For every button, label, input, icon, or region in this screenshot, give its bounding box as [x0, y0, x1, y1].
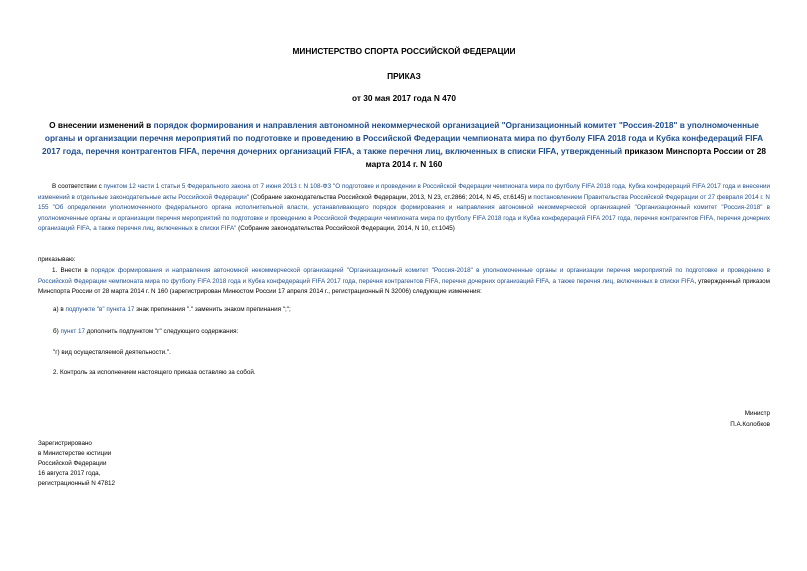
item-2-paragraph: 2. Контроль за исполнением настоящего приказа оставляю за собой. [53, 369, 256, 376]
point-17-link[interactable]: пункт 17 [60, 328, 85, 335]
subitem-a-text: а) в [53, 306, 66, 313]
item-1-text-2: , утвержденный приказом Минспорта России от 28 марта 2014 г. N 160 (зарегистрирован Минюстом России 17 апреля 2014 г., регистрационный N 32006) следующие изменения: [38, 277, 770, 295]
preamble-text-2: (Собрание законодательства Российской Федерации, 2013, N 23, ст.2866; 2014, N 45, ст.6145) и [248, 193, 534, 201]
registration-line: Зарегистрировано [38, 440, 92, 447]
signature-block [730, 409, 770, 430]
title-text-end: приказом Минспорта России от 28 марта 2014 г. N 160 [365, 146, 766, 169]
signatory-name: П.А.Колобков [730, 420, 770, 428]
subitem-b [53, 328, 238, 335]
preamble-text-3: (Собрание законодательства Российской Федерации, 2014, N 10, ст.1045) [236, 225, 455, 232]
registration-block [38, 439, 115, 489]
procedure-link[interactable]: порядок формирования и направления автономной некоммерческой организацией "Организационный комитет "Россия-2018" в уполномоченные органы и организации перечня мероприятий по подготовке и проведению в Российской Федерации чемпионата мира по футболу FIFA 2018 года и Кубка конфедераций FIFA 2017 года, перечня контрагентов FIFA, перечня дочерних организаций FIFA, а также перечня лиц, включенных в списки FIFA [38, 267, 770, 285]
government-decree-link[interactable]: постановлением Правительства Российской Федерации от 27 февраля 2014 г. N 155 "Об определении уполномоченного федерального органа исполнительной власти, устанавливающего порядок формирования и направления автономной некоммерческой организацией "Организационный комитет "Россия-2018" в уполномоченные органы и организации перечня мероприятий по подготовке и проведению в Российской Федерации чемпионата мира по футболу FIFA 2018 года и Кубка конфедераций FIFA 2017 года, перечня контрагентов FIFA, перечня дочерних организаций FIFA, а также перечня лиц, включенных в списки FIFA" [38, 193, 770, 232]
prikazyvayu: приказываю: [38, 256, 76, 263]
subitem-a [53, 306, 291, 313]
subitem-g-text: "г) вид осуществляемой деятельности.". [53, 349, 171, 356]
title-text: О внесении изменений в [49, 120, 154, 130]
registration-date: 16 августа 2017 года, [38, 470, 101, 477]
subitem-b-text-2: дополнить подпунктом "г" следующего содержания: [84, 328, 239, 335]
preamble-text: В соответствии с [52, 183, 104, 190]
order-title [38, 119, 770, 171]
subpoint-v-link[interactable]: подпункте "в" пункта 17 [65, 306, 135, 313]
subitem-b-text: б) [53, 328, 61, 335]
title-procedure-link[interactable]: порядок формирования и направления автономной некоммерческой организацией "Организационный комитет "Россия-2018" в уполномоченные органы и организации перечня мероприятий по подготовке и проведению в Российской Федерации чемпионата мира по футболу FIFA 2018 года и Кубка конфедераций FIFA 2017 года, перечня контрагентов FIFA, перечня дочерних организаций FIFA, а также перечня лиц, включенных в списки FIFA, утвержденный [42, 120, 764, 156]
item-1-paragraph [38, 266, 770, 298]
registration-line: Российской Федерации [38, 460, 107, 467]
order-date-number: от 30 мая 2017 года N 470 [352, 93, 456, 103]
document-type: ПРИКАЗ [387, 71, 421, 81]
registration-number: регистрационный N 47812 [38, 480, 116, 487]
subitem-a-text-2: знак препинания "." заменить знаком препинания ";"; [134, 306, 291, 313]
item-1-text: 1. Внести в [52, 267, 91, 274]
registration-line: в Министерстве юстиции [38, 450, 112, 457]
preamble-paragraph [38, 182, 770, 235]
ministry-name: МИНИСТЕРСТВО СПОРТА РОССИЙСКОЙ ФЕДЕРАЦИИ [292, 46, 516, 56]
signatory-position: Министр [744, 410, 770, 417]
federal-law-link[interactable]: пунктом 12 части 1 статьи 5 Федерального закона от 7 июня 2013 г. N 108-ФЗ "О подготовке и проведении в Российской Федерации чемпионата мира по футболу FIFA 2018 года, Кубка конфедераций FIFA 2017 года и внесении изменений в отдельные законодательные акты Российской Федерации" [38, 183, 771, 201]
